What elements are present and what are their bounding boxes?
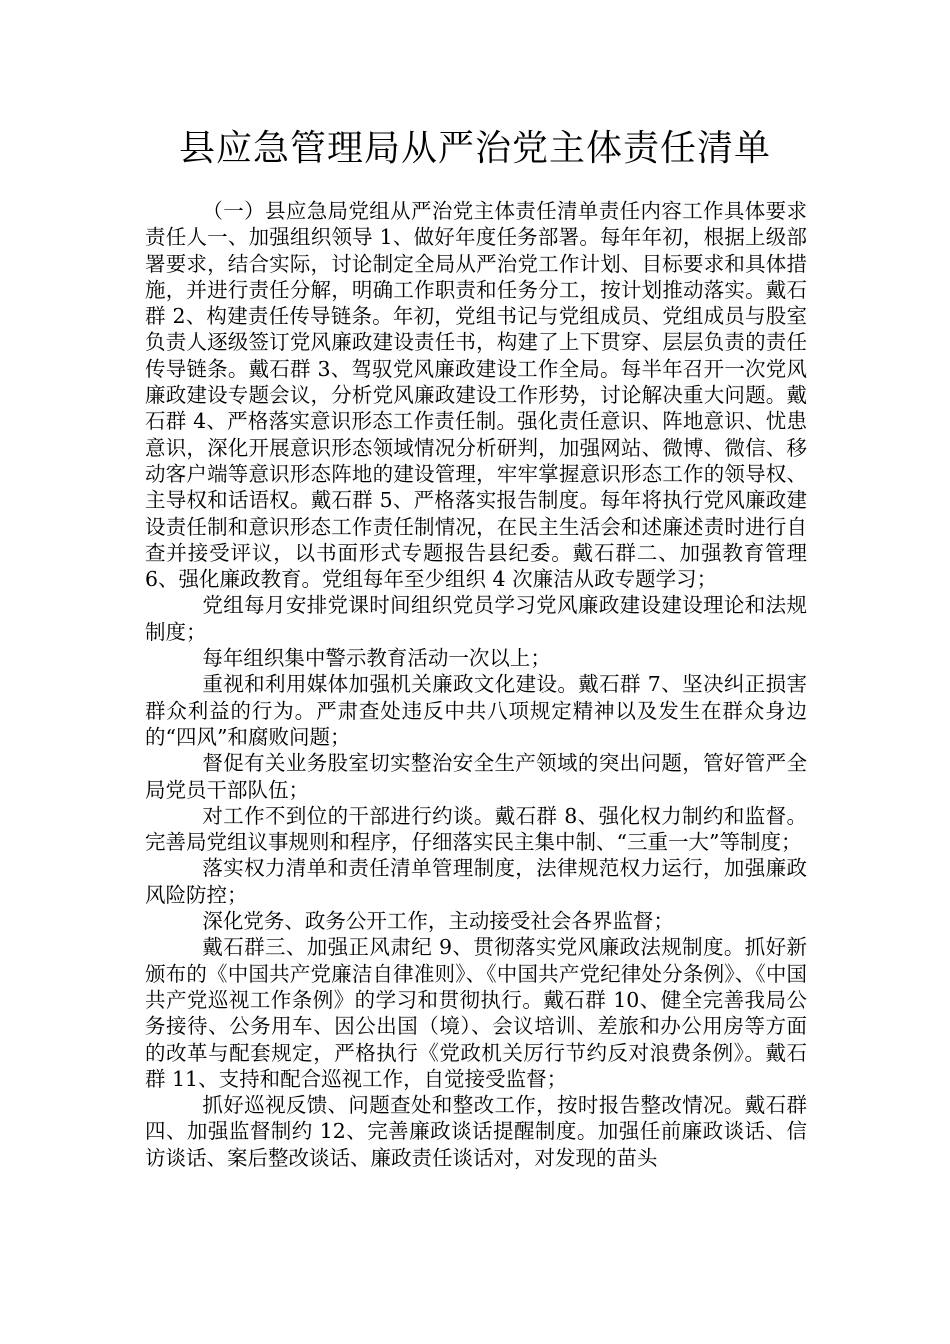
paragraph: 重视和利用媒体加强机关廉政文化建设。戴石群 7、坚决纠正损害群众利益的行为。严肃查处违反中共八项规定精神以及发生在群众身边的“四风”和腐败问题； [145, 672, 807, 749]
paragraph: 党组每月安排党课时间组织党员学习党风廉政建设建设理论和法规制度； [145, 593, 807, 644]
paragraph: 督促有关业务股室切实整治安全生产领域的突出问题，管好管严全局党员干部队伍； [145, 751, 807, 802]
document-body [145, 198, 807, 1171]
paragraph: 深化党务、政务公开工作，主动接受社会各界监督； [202, 909, 674, 934]
paragraph: 抓好巡视反馈、问题查处和整改工作，按时报告整改情况。戴石群四、加强监督制约 12、完善廉政谈话提醒制度。加强任前廉政谈话、信访谈话、案后整改谈话、廉政责任谈话对，对发现的苗头 [145, 1093, 807, 1170]
paragraph: 每年组织集中警示教育活动一次以上； [202, 646, 551, 671]
paragraph: 戴石群三、加强正风肃纪 9、贯彻落实党风廉政法规制度。抓好新颁布的《中国共产党廉洁自律准则》、《中国共产党纪律处分条例》、《中国共产党巡视工作条例》的学习和贯彻执行。戴石群 10、健全完善我局公务接待、公务用车、因公出国（境）、会议培训、差旅和办公用房等方面的改革与配套规定，严格执行《党政机关厉行节约反对浪费条例》。戴石群 11、支持和配合巡视工作，自觉接受监督； [145, 935, 807, 1091]
paragraph: 落实权力清单和责任清单管理制度，法律规范权力运行，加强廉政风险防控； [145, 856, 807, 907]
document-title: 县应急管理局从严治党主体责任清单 [178, 128, 771, 169]
paragraph: （一）县应急局党组从严治党主体责任清单责任内容工作具体要求责任人一、加强组织领导 1、做好年度任务部署。每年年初，根据上级部署要求，结合实际，讨论制定全局从严治党工作计划、目标要求和具体措施，并进行责任分解，明确工作职责和任务分工，按计划推动落实。戴石群 2、构建责任传导链条。年初，党组书记与党组成员、党组成员与股室负责人逐级签订党风廉政建设责任书，构建了上下贯穿、层层负责的责任传导链条。戴石群 3、驾驭党风廉政建设工作全局。每半年召开一次党风廉政建设专题会议，分析党风廉政建设工作形势，讨论解决重大问题。戴石群 4、严格落实意识形态工作责任制。强化责任意识、阵地意识、忧患意识，深化开展意识形态领域情况分析研判，加强网站、微博、微信、移动客户端等意识形态阵地的建设管理，牢牢掌握意识形态工作的领导权、主导权和话语权。戴石群 5、严格落实报告制度。每年将执行党风廉政建设责任制和意识形态工作责任制情况，在民主生活会和述廉述责时进行自查并接受评议，以书面形式专题报告县纪委。戴石群二、加强教育管理 6、强化廉政教育。党组每年至少组织 4 次廉洁从政专题学习； [145, 199, 807, 592]
paragraph: 对工作不到位的干部进行约谈。戴石群 8、强化权力制约和监督。完善局党组议事规则和程序，仔细落实民主集中制、“三重一大”等制度； [145, 803, 807, 855]
